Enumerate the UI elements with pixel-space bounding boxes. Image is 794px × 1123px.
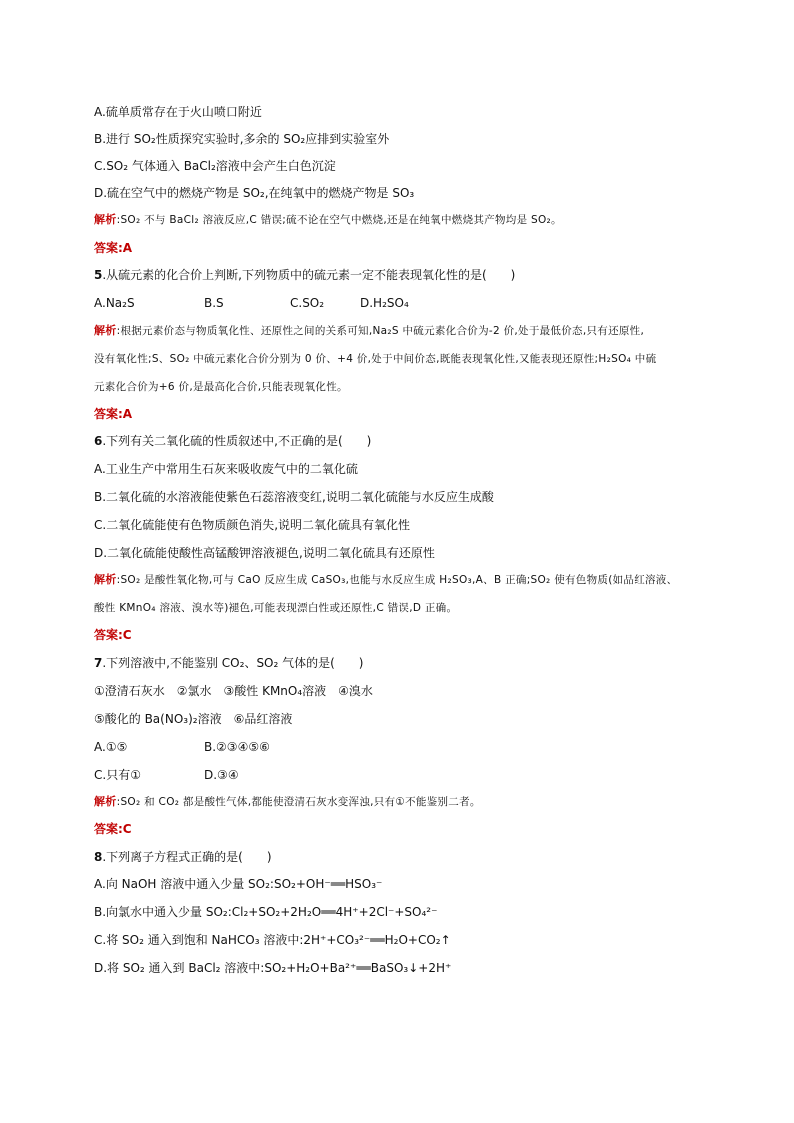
option-b-q6: B.二氧化硫的水溶液能使紫色石蕊溶液变红,说明二氧化硫能与水反应生成酸 (94, 490, 494, 504)
question-7: 7.下列溶液中,不能鉴别 CO₂、SO₂ 气体的是( ) (94, 656, 364, 670)
option-d-q4: D.硫在空气中的燃烧产物是 SO₂,在纯氧中的燃烧产物是 SO₃ (94, 186, 415, 200)
explanation-q4: 解析:SO₂ 不与 BaCl₂ 溶液反应,C 错误;硫不论在空气中燃烧,还是在纯氧中燃烧其产物均是 SO₂。 (94, 213, 562, 226)
option-a-q8: A.向 NaOH 溶液中通入少量 SO₂:SO₂+OH⁻══HSO₃⁻ (94, 877, 383, 891)
option-b-q8: B.向氯水中通入少量 SO₂:Cl₂+SO₂+2H₂O══4H⁺+2Cl⁻+SO₄²⁻ (94, 905, 438, 919)
options-q5: A.Na₂S B.S C.SO₂ D.H₂SO₄ (94, 296, 409, 310)
options-q7-ab: A.①⑤ B.②③④⑤⑥ (94, 740, 270, 754)
explanation-q6: 解析:SO₂ 是酸性氧化物,可与 CaO 反应生成 CaSO₃,也能与水反应生成 H₂SO₃,A、B 正确;SO₂ 使有色物质(如品红溶液、 (94, 573, 678, 586)
option-c-q8: C.将 SO₂ 通入到饱和 NaHCO₃ 溶液中:2H⁺+CO₃²⁻══H₂O+CO₂↑ (94, 933, 451, 947)
question-8: 8.下列离子方程式正确的是( ) (94, 850, 272, 864)
explanation-q5-line3: 元素化合价为+6 价,是最高化合价,只能表现氧化性。 (94, 381, 348, 393)
explanation-q6-line2: 酸性 KMnO₄ 溶液、溴水等)褪色,可能表现漂白性或还原性,C 错误,D 正确。 (94, 602, 458, 614)
explanation-q5-line2: 没有氧化性;S、SO₂ 中硫元素化合价分别为 0 价、+4 价,处于中间价态,既能表现氧化性,又能表现还原性;H₂SO₄ 中硫 (94, 353, 657, 365)
choices-q7-line1: ①澄清石灰水 ②氯水 ③酸性 KMnO₄溶液 ④溴水 (94, 684, 373, 698)
answer-q7: 答案:C (94, 822, 132, 836)
choices-q7-line2: ⑤酸化的 Ba(NO₃)₂溶液 ⑥品红溶液 (94, 712, 293, 726)
option-c-q4: C.SO₂ 气体通入 BaCl₂溶液中会产生白色沉淀 (94, 159, 336, 173)
answer-q4: 答案:A (94, 241, 133, 255)
question-6: 6.下列有关二氧化硫的性质叙述中,不正确的是( ) (94, 434, 372, 448)
option-c-q6: C.二氧化硫能使有色物质颜色消失,说明二氧化硫具有氧化性 (94, 518, 411, 532)
answer-q5: 答案:A (94, 407, 133, 421)
explanation-q5: 解析:根据元素价态与物质氧化性、还原性之间的关系可知,Na₂S 中硫元素化合价为-2 价,处于最低价态,只有还原性, (94, 324, 645, 337)
explanation-q7: 解析:SO₂ 和 CO₂ 都是酸性气体,都能使澄清石灰水变浑浊,只有①不能鉴别二者。 (94, 795, 481, 808)
option-a-q6: A.工业生产中常用生石灰来吸收废气中的二氧化硫 (94, 462, 358, 476)
question-5: 5.从硫元素的化合价上判断,下列物质中的硫元素一定不能表现氧化性的是( ) (94, 268, 516, 282)
option-a-q4: A.硫单质常存在于火山喷口附近 (94, 105, 262, 119)
option-b-q4: B.进行 SO₂性质探究实验时,多余的 SO₂应排到实验室外 (94, 132, 390, 146)
option-d-q8: D.将 SO₂ 通入到 BaCl₂ 溶液中:SO₂+H₂O+Ba²⁺══BaSO₃↓+2H⁺ (94, 961, 452, 975)
option-d-q6: D.二氧化硫能使酸性高锰酸钾溶液褪色,说明二氧化硫具有还原性 (94, 546, 435, 560)
options-q7-cd: C.只有① D.③④ (94, 768, 239, 782)
answer-q6: 答案:C (94, 628, 132, 642)
